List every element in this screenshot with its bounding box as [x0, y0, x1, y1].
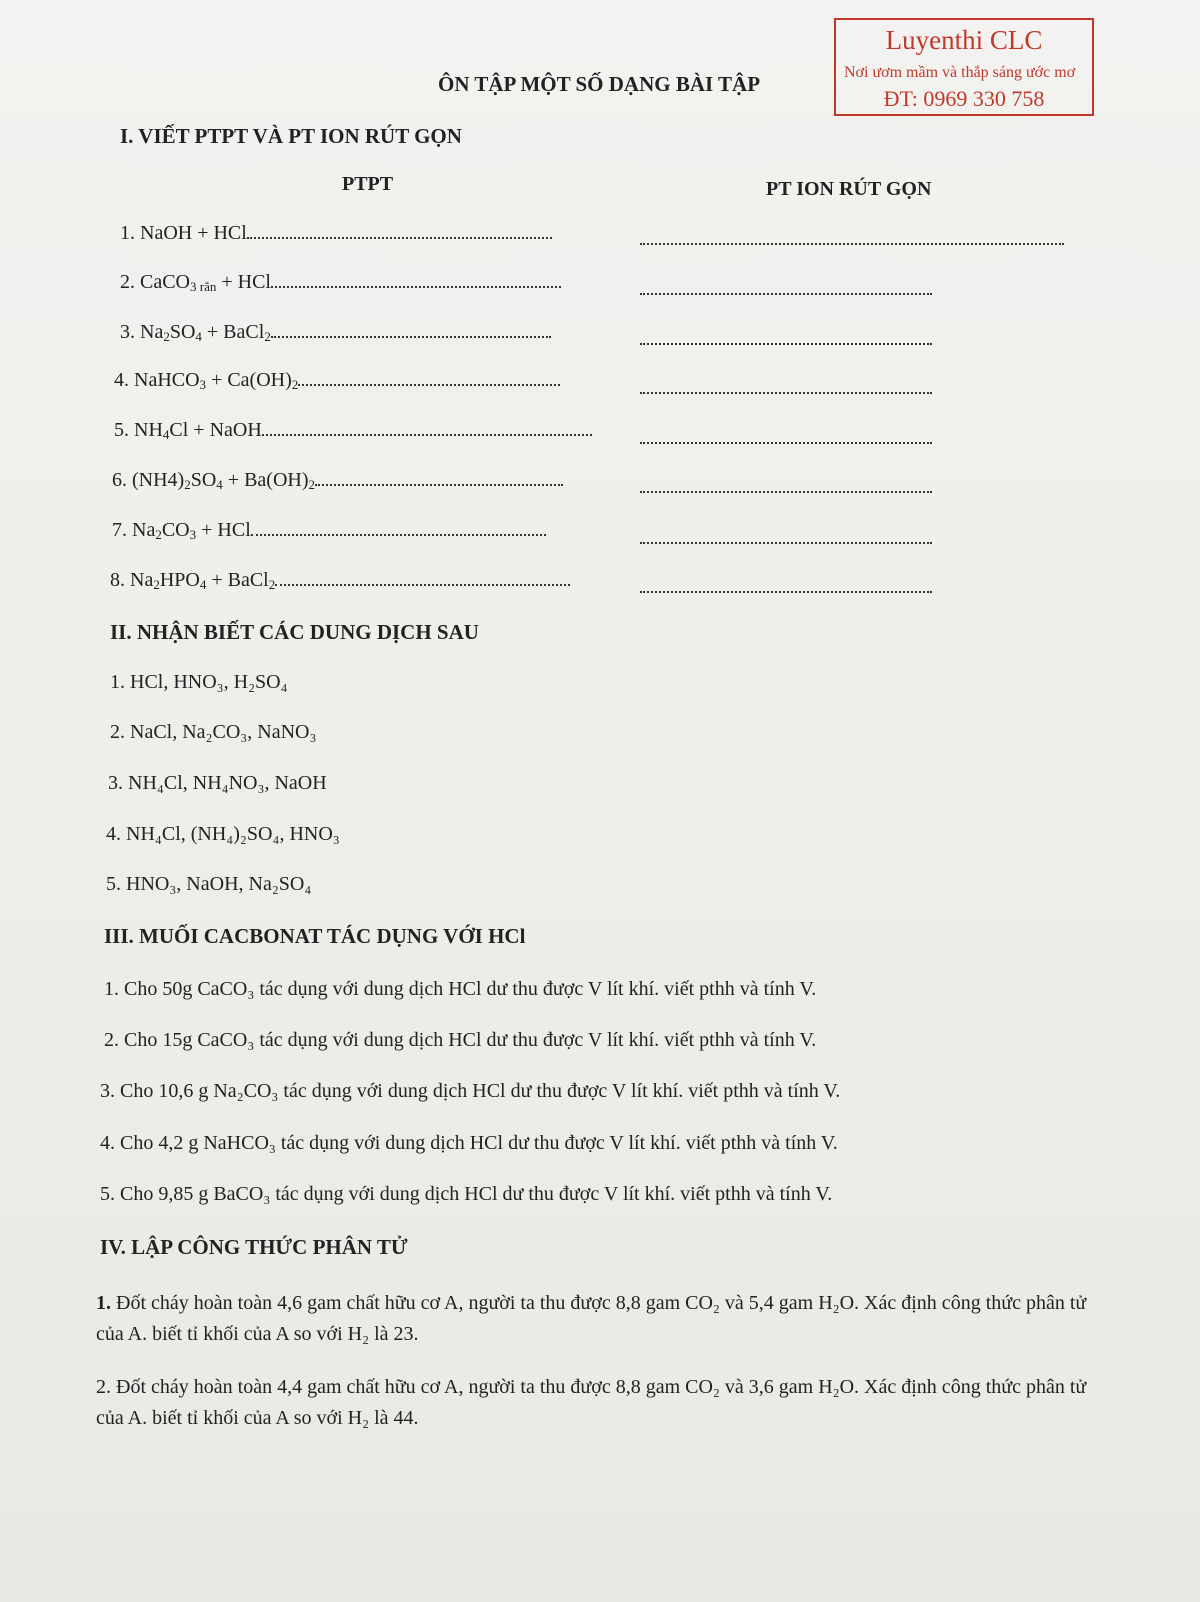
col-ion-header: PT ION RÚT GỌN	[766, 178, 932, 200]
list-item: 4. Cho 4,2 g NaHCO₃ tác dụng với dung dịch HCl dư thu được V lít khí. viết pthh và tính V.	[100, 1132, 838, 1154]
section-4-heading: IV. LẬP CÔNG THỨC PHÂN TỬ	[100, 1235, 408, 1259]
stamp-phone: ĐT: 0969 330 758	[883, 86, 1045, 111]
answer-line	[640, 343, 932, 345]
publisher-stamp	[834, 18, 1094, 116]
list-item: 1. Cho 50g CaCO₃ tác dụng với dung dịch HCl dư thu được V lít khí. viết pthh và tính V.	[104, 978, 817, 1000]
list-item: 4. NH₄Cl, (NH₄)₂SO₄, HNO₃	[106, 823, 340, 845]
equation-row: 5. $NH_4Cl$ + NaOH	[114, 418, 592, 442]
list-item: 2. Cho 15g CaCO₃ tác dụng với dung dịch HCl dư thu được V lít khí. viết pthh và tính V.	[104, 1029, 817, 1051]
problem-paragraph: 2. Đốt cháy hoàn toàn 4,4 gam chất hữu cơ A, người ta thu được 8,8 gam CO₂ và 3,6 gam H₂O. Xác định công thức phân tử của A. biết tỉ khối của A so với H₂ là 44.	[96, 1376, 1087, 1429]
equation-row: 7. $Na_2CO_3$ + HCl	[112, 518, 546, 542]
equation-row: 1. NaOH + HCl	[120, 221, 552, 245]
answer-line	[640, 491, 932, 493]
equation-row: 3. $Na_2SO_4$ + BaCl$_2$	[120, 320, 551, 344]
section-3-heading: III. MUỐI CACBONAT TÁC DỤNG VỚI HCl	[104, 924, 526, 948]
section-1-heading: I. VIẾT PTPT VÀ PT ION RÚT GỌN	[120, 124, 462, 148]
answer-line	[640, 542, 932, 544]
equation-row: 6. $(NH4)_2SO_4 + Ba(OH)_2$	[112, 468, 563, 492]
list-item: 2. NaCl, Na₂CO₃, NaNO₃	[110, 721, 317, 743]
list-item: 3. NH₄Cl, NH₄NO₃, NaOH	[108, 772, 327, 794]
answer-line	[640, 392, 932, 394]
problem-paragraph: 1. Đốt cháy hoàn toàn 4,6 gam chất hữu cơ A, người ta thu được 8,8 gam CO₂ và 5,4 gam H₂O. Xác định công thức phân tử của A. biết tỉ khối của A so với H₂ là 23.	[96, 1292, 1087, 1345]
page-title: ÔN TẬP MỘT SỐ DẠNG BÀI TẬP	[438, 72, 761, 96]
stamp-name: Luyenthi CLC	[885, 25, 1043, 55]
answer-line	[640, 442, 932, 444]
equation-row: 8. $Na_2HPO_4$ + BaCl$_2$	[110, 568, 570, 592]
list-item: 5. HNO₃, NaOH, Na₂SO₄	[106, 873, 312, 895]
stamp-slogan: Nơi ươm mầm và thắp sáng ước mơ	[844, 64, 1076, 81]
equation-row: 2. CaCO$_{3 rắn}$ + HCl	[120, 270, 561, 294]
list-item: 3. Cho 10,6 g Na₂CO₃ tác dụng với dung dịch HCl dư thu được V lít khí. viết pthh và tính V.	[100, 1080, 841, 1102]
answer-line	[640, 243, 1064, 245]
answer-line	[640, 591, 932, 593]
equation-row: 4. NaHCO$_3$ + $Ca(OH)_2$	[114, 368, 560, 392]
col-ptpt-header: PTPT	[342, 173, 394, 195]
answer-line	[640, 293, 932, 295]
section-2-heading: II. NHẬN BIẾT CÁC DUNG DỊCH SAU	[110, 620, 479, 644]
list-item: 5. Cho 9,85 g BaCO₃ tác dụng với dung dịch HCl dư thu được V lít khí. viết pthh và tính V.	[100, 1183, 833, 1205]
list-item: 1. HCl, HNO₃, H₂SO₄	[110, 671, 288, 693]
